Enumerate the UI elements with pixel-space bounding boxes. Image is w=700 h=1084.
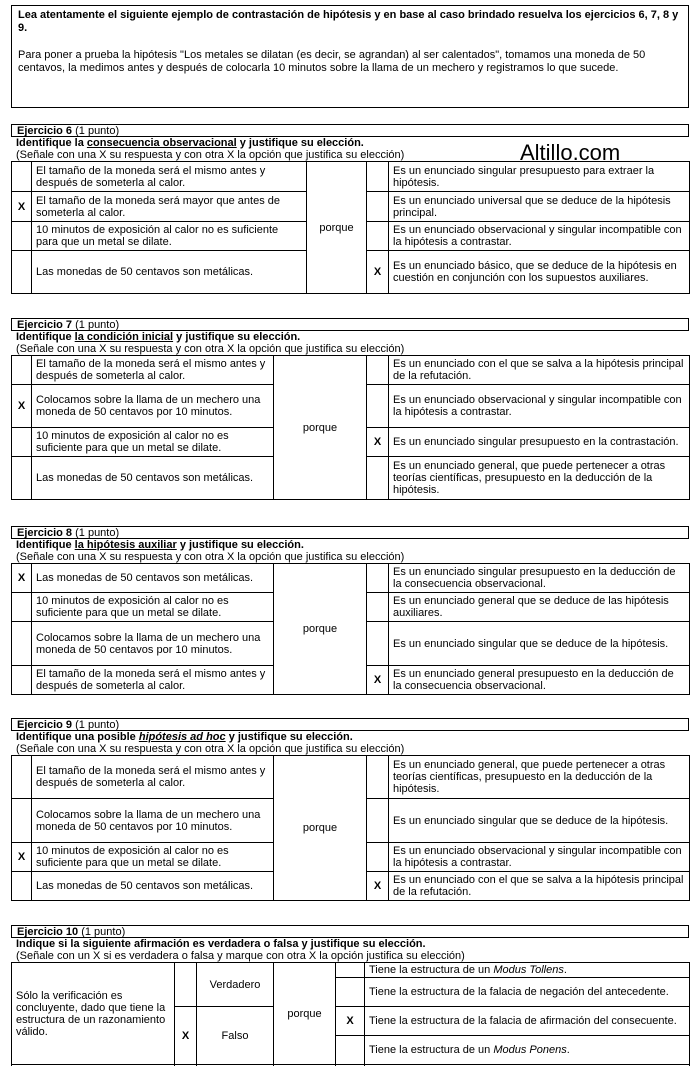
exercise-note: (Señale con un X si es verdadera o falsa y marque con otra X la opción justifica su elección) (16, 950, 465, 962)
answer-option: El tamaño de la moneda será el mismo antes y después de someterla al calor. (32, 756, 274, 799)
exercise-title: Ejercicio 8 (1 punto) (11, 526, 689, 539)
justify-option: Es un enunciado básico, que se deduce de la hipótesis en cuestión en conjunción con los supuestos auxiliares. (389, 251, 690, 294)
answer-table (11, 161, 690, 294)
answer-table (11, 962, 690, 1065)
answer-table (11, 755, 690, 901)
answer-checkbox[interactable] (12, 872, 32, 901)
justify-checkbox[interactable]: X (336, 1007, 365, 1036)
justify-checkbox[interactable] (336, 978, 365, 1007)
justify-checkbox[interactable] (367, 222, 389, 251)
justify-option: Es un enunciado general, que puede pertenecer a otras teorías científicas, presupuesto en la deducción de la hipótesis. (389, 457, 690, 500)
verdadero-label: Verdadero (197, 963, 274, 1007)
justify-option: Es un enunciado general, que puede pertenecer a otras teorías científicas, presupuesto en la deducción de la hipótesis. (389, 756, 690, 799)
answer-option: Colocamos sobre la llama de un mechero una moneda de 50 centavos por 10 minutos. (32, 622, 274, 666)
justify-checkbox[interactable]: X (367, 666, 389, 695)
exercise-instruction: Identifique la consecuencia observacional y justifique su elección. (16, 137, 364, 149)
justify-checkbox[interactable] (367, 593, 389, 622)
porque-label: porque (274, 356, 367, 500)
answer-checkbox[interactable] (12, 251, 32, 294)
justify-checkbox[interactable] (367, 457, 389, 500)
justify-option: Es un enunciado observacional y singular incompatible con la hipótesis a contrastar. (389, 222, 690, 251)
exercise-instruction: Identifique la hipótesis auxiliar y justifique su elección. (16, 539, 304, 551)
site-logo: Altillo.com (520, 140, 621, 165)
justify-checkbox[interactable] (367, 622, 389, 666)
justify-checkbox[interactable] (367, 843, 389, 872)
intro-heading: Lea atentamente el siguiente ejemplo de contrastación de hipótesis y en base al caso brindado resuelva los ejercicios 6, 7, 8 y 9. (18, 9, 679, 34)
answer-option: 10 minutos de exposición al calor no es suficiente para que un metal se dilate. (32, 222, 307, 251)
exercise-title: Ejercicio 6 (1 punto) (11, 124, 689, 137)
answer-checkbox[interactable]: X (12, 564, 32, 593)
exercise-instruction: Identifique la condición inicial y justifique su elección. (16, 331, 301, 343)
justify-checkbox[interactable] (336, 1036, 365, 1065)
justify-checkbox[interactable] (367, 799, 389, 843)
answer-option: Las monedas de 50 centavos son metálicas. (32, 251, 307, 294)
answer-checkbox[interactable] (12, 428, 32, 457)
exercise-note: (Señale con una X su respuesta y con otra X la opción que justifica su elección) (16, 551, 405, 563)
justify-checkbox[interactable] (336, 963, 365, 978)
exercise-instruction: Indique si la siguiente afirmación es verdadera o falsa y justifique su elección. (16, 938, 426, 950)
table-row (12, 564, 690, 593)
justify-option: Es un enunciado con el que se salva a la hipótesis principal de la refutación. (389, 872, 690, 901)
justify-option: Es un enunciado general presupuesto en la deducción de la consecuencia observacional. (389, 666, 690, 695)
justify-option: Es un enunciado general que se deduce de las hipótesis auxiliares. (389, 593, 690, 622)
answer-checkbox[interactable] (12, 593, 32, 622)
justify-checkbox[interactable]: X (367, 428, 389, 457)
table-row (12, 162, 690, 192)
answer-option: 10 minutos de exposición al calor no es suficiente para que un metal se dilate. (32, 593, 274, 622)
answer-checkbox[interactable] (12, 756, 32, 799)
justify-option: Es un enunciado observacional y singular incompatible con la hipótesis a contrastar. (389, 843, 690, 872)
justify-option: Es un enunciado singular presupuesto para extraer la hipótesis. (389, 162, 690, 192)
table-row (12, 963, 690, 978)
verdadero-checkbox[interactable] (175, 963, 197, 1007)
justify-option: Es un enunciado singular presupuesto en la contrastación. (389, 428, 690, 457)
answer-option: 10 minutos de exposición al calor no es suficiente para que un metal se dilate. (32, 428, 274, 457)
justify-option: Es un enunciado con el que se salva a la hipótesis principal de la refutación. (389, 356, 690, 385)
justify-option: Es un enunciado observacional y singular incompatible con la hipótesis a contrastar. (389, 385, 690, 428)
porque-label: porque (274, 756, 367, 901)
justify-option: Tiene la estructura de la falacia de afirmación del consecuente. (365, 1007, 690, 1036)
exercise-7 (11, 318, 689, 500)
justify-option: Es un enunciado universal que se deduce de la hipótesis principal. (389, 192, 690, 222)
porque-label: porque (307, 162, 367, 294)
answer-checkbox[interactable] (12, 162, 32, 192)
falso-checkbox[interactable]: X (175, 1007, 197, 1065)
justify-checkbox[interactable]: X (367, 872, 389, 901)
table-row (12, 356, 690, 385)
justify-option: Tiene la estructura de un Modus Tollens. (365, 963, 690, 978)
exercise-title: Ejercicio 10 (1 punto) (11, 925, 689, 938)
answer-checkbox[interactable]: X (12, 192, 32, 222)
answer-option: El tamaño de la moneda será mayor que antes de someterla al calor. (32, 192, 307, 222)
answer-option: El tamaño de la moneda será el mismo antes y después de someterla al calor. (32, 162, 307, 192)
justify-checkbox[interactable] (367, 385, 389, 428)
porque-label: porque (274, 963, 336, 1065)
answer-table (11, 563, 690, 695)
answer-checkbox[interactable] (12, 356, 32, 385)
exercise-title: Ejercicio 7 (1 punto) (11, 318, 689, 331)
justify-option: Es un enunciado singular que se deduce de la hipótesis. (389, 622, 690, 666)
table-row (12, 756, 690, 799)
justify-checkbox[interactable] (367, 564, 389, 593)
answer-checkbox[interactable]: X (12, 843, 32, 872)
answer-table (11, 355, 690, 500)
answer-checkbox[interactable] (12, 666, 32, 695)
exercise-note: (Señale con una X su respuesta y con otra X la opción que justifica su elección) (16, 743, 405, 755)
justify-checkbox[interactable] (367, 756, 389, 799)
exercise-title: Ejercicio 9 (1 punto) (11, 718, 689, 731)
exercise-10 (11, 925, 689, 1065)
answer-option: El tamaño de la moneda será el mismo antes y después de someterla al calor. (32, 666, 274, 695)
statement: Sólo la verificación es concluyente, dado que tiene la estructura de un razonamiento válido. (12, 963, 175, 1065)
answer-checkbox[interactable] (12, 457, 32, 500)
exercise-6 (11, 124, 689, 294)
intro-paragraph: Para poner a prueba la hipótesis "Los metales se dilatan (es decir, se agrandan) al ser calentados", tomamos una moneda de 50 centavos, la medimos antes y después de colocarla 10 minutos sobre la llama de un mechero y registramos lo que sucede. (18, 49, 646, 74)
exercise-9 (11, 718, 689, 901)
exercise-8 (11, 526, 689, 695)
answer-checkbox[interactable] (12, 622, 32, 666)
justify-checkbox[interactable]: X (367, 251, 389, 294)
justify-option: Es un enunciado singular que se deduce de la hipótesis. (389, 799, 690, 843)
answer-checkbox[interactable] (12, 799, 32, 843)
answer-option: Las monedas de 50 centavos son metálicas. (32, 564, 274, 593)
answer-option: Colocamos sobre la llama de un mechero una moneda de 50 centavos por 10 minutos. (32, 385, 274, 428)
justify-checkbox[interactable] (367, 192, 389, 222)
justify-checkbox[interactable] (367, 162, 389, 192)
exercise-note: (Señale con una X su respuesta y con otra X la opción que justifica su elección) (16, 149, 405, 161)
justify-option: Tiene la estructura de un Modus Ponens. (365, 1036, 690, 1065)
justify-option: Tiene la estructura de la falacia de negación del antecedente. (365, 978, 690, 1007)
exercise-note: (Señale con una X su respuesta y con otra X la opción que justifica su elección) (16, 343, 405, 355)
answer-option: Colocamos sobre la llama de un mechero una moneda de 50 centavos por 10 minutos. (32, 799, 274, 843)
intro-box (11, 5, 689, 108)
justify-checkbox[interactable] (367, 356, 389, 385)
justify-option: Es un enunciado singular presupuesto en la deducción de la consecuencia observacional. (389, 564, 690, 593)
answer-checkbox[interactable]: X (12, 385, 32, 428)
porque-label: porque (274, 564, 367, 695)
falso-label: Falso (197, 1007, 274, 1065)
answer-option: Las monedas de 50 centavos son metálicas. (32, 457, 274, 500)
answer-checkbox[interactable] (12, 222, 32, 251)
exercise-instruction: Identifique una posible hipótesis ad hoc y justifique su elección. (16, 731, 353, 743)
answer-option: El tamaño de la moneda será el mismo antes y después de someterla al calor. (32, 356, 274, 385)
answer-option: 10 minutos de exposición al calor no es suficiente para que un metal se dilate. (32, 843, 274, 872)
answer-option: Las monedas de 50 centavos son metálicas. (32, 872, 274, 901)
